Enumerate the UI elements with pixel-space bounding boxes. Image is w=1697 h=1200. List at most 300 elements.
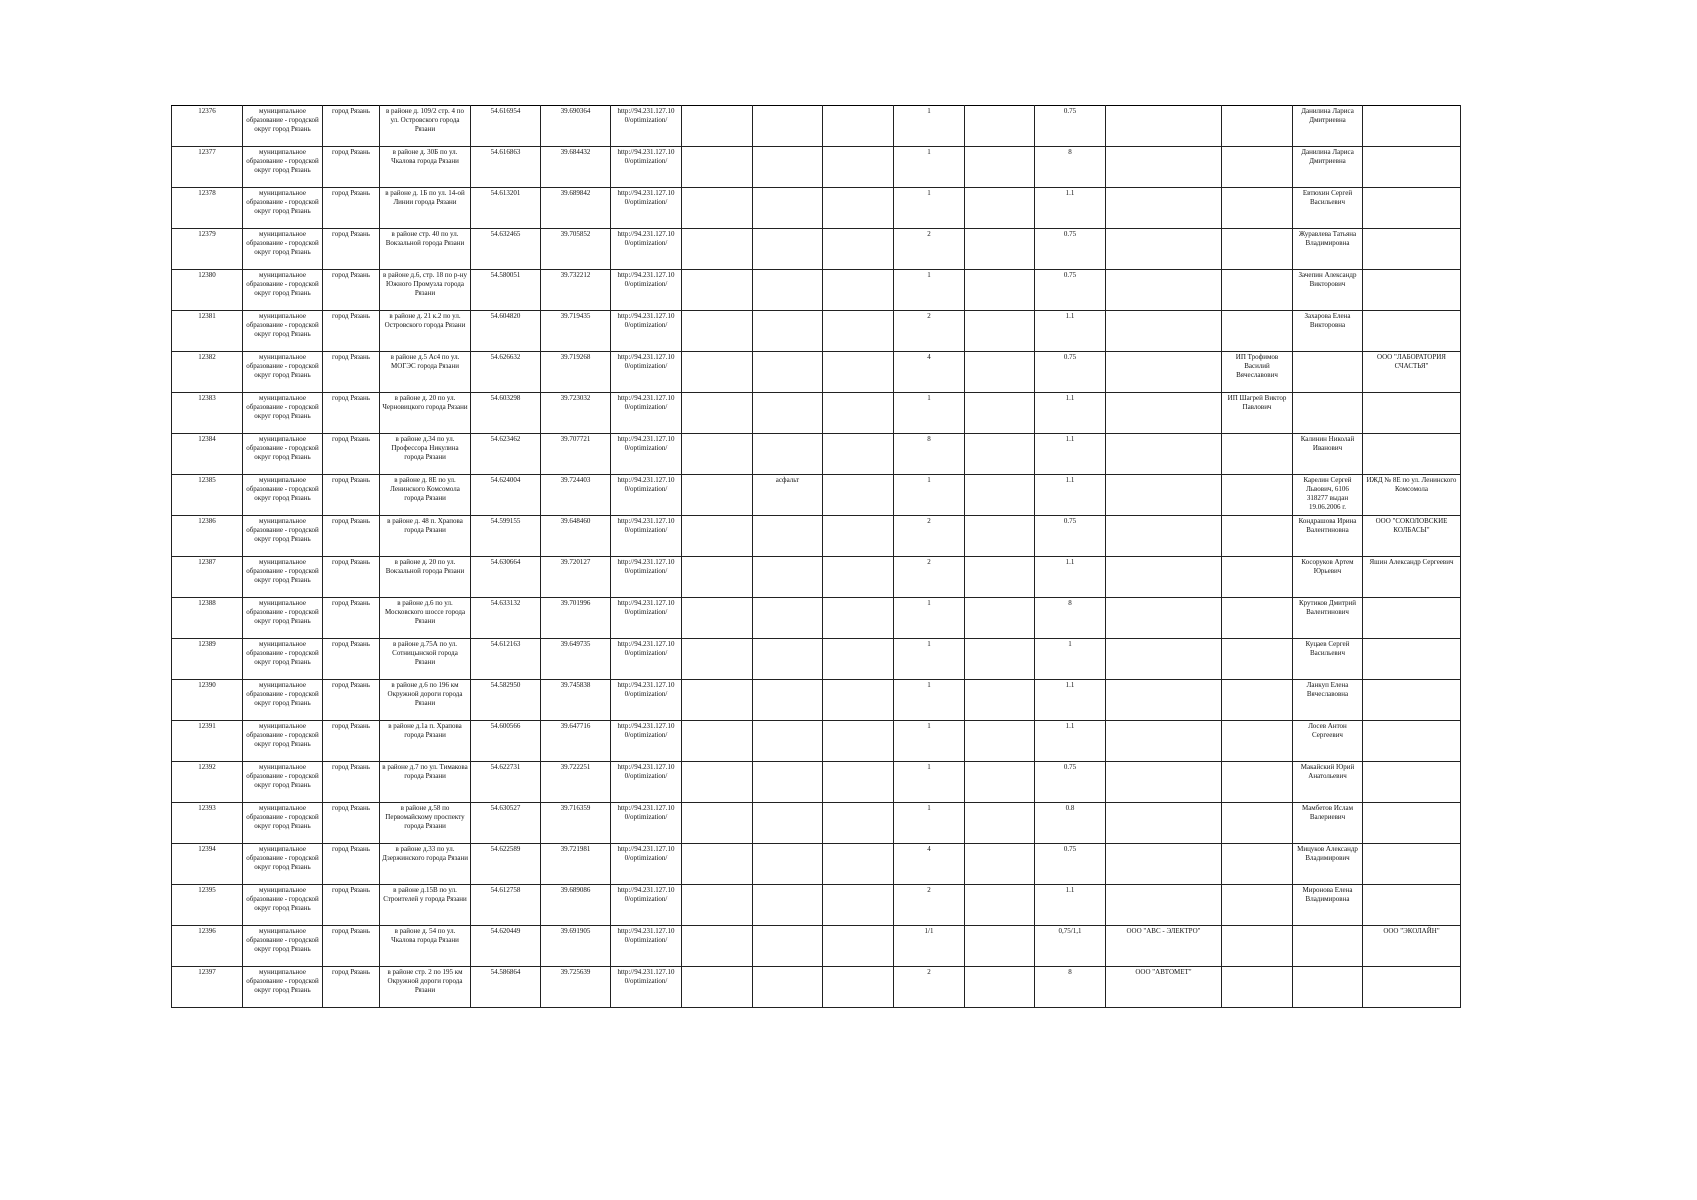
surface-cell [753,844,823,885]
latitude-cell: 54.630527 [471,803,541,844]
row-number-cell: 12379 [172,229,243,270]
container-count-cell: 1 [894,475,965,516]
address-cell: в районе д. 20 по ул. Вокзальной города Рязани [380,557,471,598]
address-cell: в районе д.7 по ул. Тимакова города Рязани [380,762,471,803]
empty-cell [823,516,894,557]
municipality-cell: муниципальное образование - городской округ город Рязань [243,844,323,885]
longitude-cell: 39.701996 [541,598,611,639]
container-volume-cell: 1.1 [1035,557,1106,598]
longitude-cell: 39.689086 [541,885,611,926]
city-cell: город Рязань [323,434,380,475]
owner-name-cell: Евтюхин Сергей Васильевич [1293,188,1363,229]
longitude-cell: 39.719268 [541,352,611,393]
url-cell: http://94.231.127.10 0/optimization/ [611,188,682,229]
empty-cell [965,639,1035,680]
container-volume-cell: 1.1 [1035,680,1106,721]
row-number-cell: 12381 [172,311,243,352]
empty-cell [682,516,753,557]
municipality-cell: муниципальное образование - городской округ город Рязань [243,639,323,680]
organization-cell [1106,516,1222,557]
owner-name-cell: Косоруков Артем Юрьевич [1293,557,1363,598]
latitude-cell: 54.616863 [471,147,541,188]
empty-cell [682,721,753,762]
longitude-cell: 39.732212 [541,270,611,311]
entrepreneur-cell [1222,188,1293,229]
row-number-cell: 12391 [172,721,243,762]
surface-cell [753,885,823,926]
owner-name-cell: Макайский Юрий Анатольевич [1293,762,1363,803]
empty-cell [965,147,1035,188]
empty-cell [682,680,753,721]
address-cell: в районе д. 109/2 стр. 4 по ул. Островского города Рязани [380,106,471,147]
source-object-cell [1363,270,1461,311]
table-row [172,393,1461,434]
container-volume-cell: 0.75 [1035,229,1106,270]
city-cell: город Рязань [323,803,380,844]
entrepreneur-cell [1222,557,1293,598]
empty-cell [682,106,753,147]
surface-cell [753,557,823,598]
url-cell: http://94.231.127.10 0/optimization/ [611,311,682,352]
table-row [172,270,1461,311]
table-row [172,475,1461,516]
empty-cell [823,188,894,229]
row-number-cell: 12383 [172,393,243,434]
url-cell: http://94.231.127.10 0/optimization/ [611,844,682,885]
source-object-cell: Яшин Александр Сергеевич [1363,557,1461,598]
latitude-cell: 54.586864 [471,967,541,1008]
address-cell: в районе д.5 Ас4 по ул. МОГЭС города Рязани [380,352,471,393]
surface-cell [753,926,823,967]
container-count-cell: 1 [894,188,965,229]
owner-name-cell [1293,352,1363,393]
container-count-cell: 2 [894,311,965,352]
organization-cell [1106,393,1222,434]
surface-cell [753,352,823,393]
longitude-cell: 39.721981 [541,844,611,885]
registry-table-body [172,106,1461,1008]
container-volume-cell: 1.1 [1035,311,1106,352]
empty-cell [965,762,1035,803]
table-row [172,639,1461,680]
table-row [172,557,1461,598]
owner-name-cell: Журавлева Татьяна Владимировна [1293,229,1363,270]
surface-cell [753,393,823,434]
city-cell: город Рязань [323,762,380,803]
empty-cell [682,393,753,434]
latitude-cell: 54.612758 [471,885,541,926]
url-cell: http://94.231.127.10 0/optimization/ [611,270,682,311]
empty-cell [965,680,1035,721]
municipality-cell: муниципальное образование - городской округ город Рязань [243,352,323,393]
empty-cell [823,639,894,680]
container-count-cell: 1 [894,270,965,311]
latitude-cell: 54.616954 [471,106,541,147]
table-row [172,680,1461,721]
latitude-cell: 54.620449 [471,926,541,967]
latitude-cell: 54.582950 [471,680,541,721]
container-count-cell: 8 [894,434,965,475]
row-number-cell: 12388 [172,598,243,639]
municipality-cell: муниципальное образование - городской округ город Рязань [243,188,323,229]
empty-cell [682,844,753,885]
empty-cell [682,557,753,598]
empty-cell [682,352,753,393]
city-cell: город Рязань [323,639,380,680]
city-cell: город Рязань [323,680,380,721]
row-number-cell: 12377 [172,147,243,188]
entrepreneur-cell [1222,721,1293,762]
empty-cell [682,639,753,680]
address-cell: в районе д.6 по ул. Московского шоссе города Рязани [380,598,471,639]
organization-cell [1106,762,1222,803]
container-volume-cell: 1.1 [1035,393,1106,434]
container-volume-cell: 0.75 [1035,270,1106,311]
organization-cell [1106,270,1222,311]
row-number-cell: 12385 [172,475,243,516]
address-cell: в районе д.1а п. Храпова города Рязани [380,721,471,762]
container-count-cell: 1 [894,721,965,762]
empty-cell [965,967,1035,1008]
container-volume-cell: 1.1 [1035,434,1106,475]
empty-cell [965,229,1035,270]
empty-cell [682,434,753,475]
empty-cell [965,188,1035,229]
owner-name-cell [1293,926,1363,967]
row-number-cell: 12397 [172,967,243,1008]
container-volume-cell: 1.1 [1035,188,1106,229]
empty-cell [682,270,753,311]
surface-cell [753,147,823,188]
url-cell: http://94.231.127.10 0/optimization/ [611,393,682,434]
city-cell: город Рязань [323,926,380,967]
empty-cell [965,393,1035,434]
container-count-cell: 2 [894,516,965,557]
container-volume-cell: 0.8 [1035,803,1106,844]
surface-cell: асфальт [753,475,823,516]
municipality-cell: муниципальное образование - городской округ город Рязань [243,393,323,434]
municipality-cell: муниципальное образование - городской округ город Рязань [243,680,323,721]
table-row [172,516,1461,557]
empty-cell [823,598,894,639]
row-number-cell: 12376 [172,106,243,147]
longitude-cell: 39.648460 [541,516,611,557]
owner-name-cell: Кондрашова Ирина Валентиновна [1293,516,1363,557]
city-cell: город Рязань [323,475,380,516]
entrepreneur-cell [1222,803,1293,844]
url-cell: http://94.231.127.10 0/optimization/ [611,639,682,680]
url-cell: http://94.231.127.10 0/optimization/ [611,926,682,967]
container-volume-cell: 0,75/1,1 [1035,926,1106,967]
source-object-cell [1363,803,1461,844]
entrepreneur-cell [1222,106,1293,147]
latitude-cell: 54.604820 [471,311,541,352]
empty-cell [965,721,1035,762]
row-number-cell: 12378 [172,188,243,229]
owner-name-cell: Данилина Лариса Дмитриевна [1293,106,1363,147]
empty-cell [823,926,894,967]
container-count-cell: 1 [894,680,965,721]
organization-cell [1106,680,1222,721]
city-cell: город Рязань [323,270,380,311]
surface-cell [753,270,823,311]
city-cell: город Рязань [323,967,380,1008]
address-cell: в районе д.15В по ул. Строителей у города Рязани [380,885,471,926]
container-volume-cell: 1 [1035,639,1106,680]
longitude-cell: 39.724403 [541,475,611,516]
entrepreneur-cell [1222,475,1293,516]
source-object-cell [1363,434,1461,475]
url-cell: http://94.231.127.10 0/optimization/ [611,557,682,598]
owner-name-cell: Ланкуп Елена Вячеславовна [1293,680,1363,721]
table-row [172,721,1461,762]
surface-cell [753,967,823,1008]
organization-cell [1106,598,1222,639]
container-volume-cell: 0.75 [1035,762,1106,803]
table-row [172,598,1461,639]
entrepreneur-cell [1222,147,1293,188]
city-cell: город Рязань [323,147,380,188]
empty-cell [682,475,753,516]
owner-name-cell: Лосев Антон Сергеевич [1293,721,1363,762]
row-number-cell: 12390 [172,680,243,721]
city-cell: город Рязань [323,721,380,762]
owner-name-cell: Мамбетов Ислам Валериевич [1293,803,1363,844]
container-volume-cell: 8 [1035,967,1106,1008]
empty-cell [682,885,753,926]
empty-cell [823,762,894,803]
empty-cell [682,147,753,188]
organization-cell [1106,311,1222,352]
container-count-cell: 1 [894,639,965,680]
table-row [172,106,1461,147]
organization-cell [1106,844,1222,885]
url-cell: http://94.231.127.10 0/optimization/ [611,147,682,188]
row-number-cell: 12382 [172,352,243,393]
owner-name-cell: Куцаев Сергей Васильевич [1293,639,1363,680]
empty-cell [682,229,753,270]
surface-cell [753,598,823,639]
address-cell: в районе д. 1Б по ул. 14-ой Линии города Рязани [380,188,471,229]
organization-cell [1106,475,1222,516]
entrepreneur-cell [1222,885,1293,926]
table-row [172,311,1461,352]
surface-cell [753,434,823,475]
organization-cell [1106,106,1222,147]
container-volume-cell: 0.75 [1035,106,1106,147]
address-cell: в районе д.6, стр. 18 по р-ну Южного Промузла города Рязани [380,270,471,311]
latitude-cell: 54.623462 [471,434,541,475]
empty-cell [965,311,1035,352]
entrepreneur-cell [1222,270,1293,311]
url-cell: http://94.231.127.10 0/optimization/ [611,229,682,270]
table-row [172,352,1461,393]
longitude-cell: 39.720127 [541,557,611,598]
surface-cell [753,803,823,844]
container-count-cell: 1 [894,393,965,434]
entrepreneur-cell [1222,311,1293,352]
latitude-cell: 54.580051 [471,270,541,311]
source-object-cell [1363,762,1461,803]
empty-cell [823,311,894,352]
empty-cell [823,147,894,188]
municipality-cell: муниципальное образование - городской округ город Рязань [243,229,323,270]
latitude-cell: 54.630664 [471,557,541,598]
empty-cell [965,270,1035,311]
entrepreneur-cell [1222,967,1293,1008]
owner-name-cell: Зачепин Александр Викторович [1293,270,1363,311]
organization-cell [1106,434,1222,475]
empty-cell [823,557,894,598]
city-cell: город Рязань [323,106,380,147]
empty-cell [965,598,1035,639]
owner-name-cell [1293,393,1363,434]
source-object-cell [1363,598,1461,639]
organization-cell [1106,885,1222,926]
organization-cell: ООО "АВТОМЕТ" [1106,967,1222,1008]
surface-cell [753,680,823,721]
organization-cell [1106,188,1222,229]
url-cell: http://94.231.127.10 0/optimization/ [611,475,682,516]
empty-cell [682,803,753,844]
row-number-cell: 12386 [172,516,243,557]
url-cell: http://94.231.127.10 0/optimization/ [611,598,682,639]
empty-cell [965,434,1035,475]
empty-cell [823,844,894,885]
table-row [172,188,1461,229]
latitude-cell: 54.613201 [471,188,541,229]
municipality-cell: муниципальное образование - городской округ город Рязань [243,311,323,352]
empty-cell [682,967,753,1008]
source-object-cell [1363,967,1461,1008]
city-cell: город Рязань [323,598,380,639]
empty-cell [823,352,894,393]
municipality-cell: муниципальное образование - городской округ город Рязань [243,885,323,926]
table-row [172,885,1461,926]
source-object-cell: ООО "СОКОЛОВСКИЕ КОЛБАСЫ" [1363,516,1461,557]
owner-name-cell: Захарова Елена Викторовна [1293,311,1363,352]
empty-cell [823,967,894,1008]
empty-cell [965,106,1035,147]
source-object-cell: ИЖД № 8Е по ул. Ленинского Комсомола [1363,475,1461,516]
address-cell: в районе д.75А по ул. Сотницынской города Рязани [380,639,471,680]
container-count-cell: 1 [894,106,965,147]
container-volume-cell: 8 [1035,147,1106,188]
city-cell: город Рязань [323,516,380,557]
entrepreneur-cell [1222,844,1293,885]
municipality-cell: муниципальное образование - городской округ город Рязань [243,475,323,516]
city-cell: город Рязань [323,229,380,270]
empty-cell [823,434,894,475]
empty-cell [823,229,894,270]
latitude-cell: 54.624004 [471,475,541,516]
table-row [172,844,1461,885]
address-cell: в районе д. 8Е по ул. Ленинского Комсомола города Рязани [380,475,471,516]
container-count-cell: 1 [894,147,965,188]
container-volume-cell: 1.1 [1035,721,1106,762]
latitude-cell: 54.612163 [471,639,541,680]
latitude-cell: 54.603298 [471,393,541,434]
surface-cell [753,639,823,680]
source-object-cell: ООО "ЭКОЛАЙН" [1363,926,1461,967]
source-object-cell [1363,106,1461,147]
entrepreneur-cell [1222,680,1293,721]
row-number-cell: 12394 [172,844,243,885]
container-volume-cell: 0.75 [1035,516,1106,557]
surface-cell [753,311,823,352]
address-cell: в районе д.58 по Первомайскому проспекту города Рязани [380,803,471,844]
empty-cell [823,721,894,762]
address-cell: в районе стр. 2 по 195 км Окружной дороги города Рязани [380,967,471,1008]
longitude-cell: 39.649735 [541,639,611,680]
source-object-cell [1363,885,1461,926]
empty-cell [823,393,894,434]
source-object-cell [1363,311,1461,352]
empty-cell [823,475,894,516]
latitude-cell: 54.632465 [471,229,541,270]
address-cell: в районе д. 54 по ул. Чкалова города Рязани [380,926,471,967]
empty-cell [965,844,1035,885]
row-number-cell: 12395 [172,885,243,926]
owner-name-cell: Миронова Елена Владимировна [1293,885,1363,926]
longitude-cell: 39.690364 [541,106,611,147]
municipality-cell: муниципальное образование - городской округ город Рязань [243,434,323,475]
entrepreneur-cell [1222,516,1293,557]
container-count-cell: 1 [894,598,965,639]
url-cell: http://94.231.127.10 0/optimization/ [611,434,682,475]
organization-cell [1106,721,1222,762]
municipality-cell: муниципальное образование - городской округ город Рязань [243,967,323,1008]
source-object-cell [1363,721,1461,762]
empty-cell [682,598,753,639]
empty-cell [682,762,753,803]
container-count-cell: 2 [894,967,965,1008]
longitude-cell: 39.691905 [541,926,611,967]
row-number-cell: 12384 [172,434,243,475]
source-object-cell: ООО "ЛАБОРАТОРИЯ СЧАСТЬЯ" [1363,352,1461,393]
table-row [172,762,1461,803]
owner-name-cell: Карелин Сергей Львович, 6106 318277 выдан 19.06.2006 г. [1293,475,1363,516]
container-count-cell: 2 [894,229,965,270]
longitude-cell: 39.707721 [541,434,611,475]
url-cell: http://94.231.127.10 0/optimization/ [611,885,682,926]
owner-name-cell [1293,967,1363,1008]
empty-cell [965,926,1035,967]
empty-cell [823,803,894,844]
address-cell: в районе стр. 40 по ул. Вокзальной города Рязани [380,229,471,270]
municipality-cell: муниципальное образование - городской округ город Рязань [243,926,323,967]
municipality-cell: муниципальное образование - городской округ город Рязань [243,557,323,598]
table-row [172,434,1461,475]
container-count-cell: 2 [894,557,965,598]
municipality-cell: муниципальное образование - городской округ город Рязань [243,106,323,147]
organization-cell [1106,803,1222,844]
address-cell: в районе д.33 по ул. Дзержинского города Рязани [380,844,471,885]
source-object-cell [1363,680,1461,721]
url-cell: http://94.231.127.10 0/optimization/ [611,516,682,557]
source-object-cell [1363,844,1461,885]
url-cell: http://94.231.127.10 0/optimization/ [611,680,682,721]
empty-cell [965,557,1035,598]
owner-name-cell: Данилина Лариса Дмитриевна [1293,147,1363,188]
city-cell: город Рязань [323,557,380,598]
source-object-cell [1363,639,1461,680]
container-count-cell: 1 [894,762,965,803]
municipality-cell: муниципальное образование - городской округ город Рязань [243,516,323,557]
empty-cell [682,926,753,967]
latitude-cell: 54.600566 [471,721,541,762]
organization-cell [1106,557,1222,598]
